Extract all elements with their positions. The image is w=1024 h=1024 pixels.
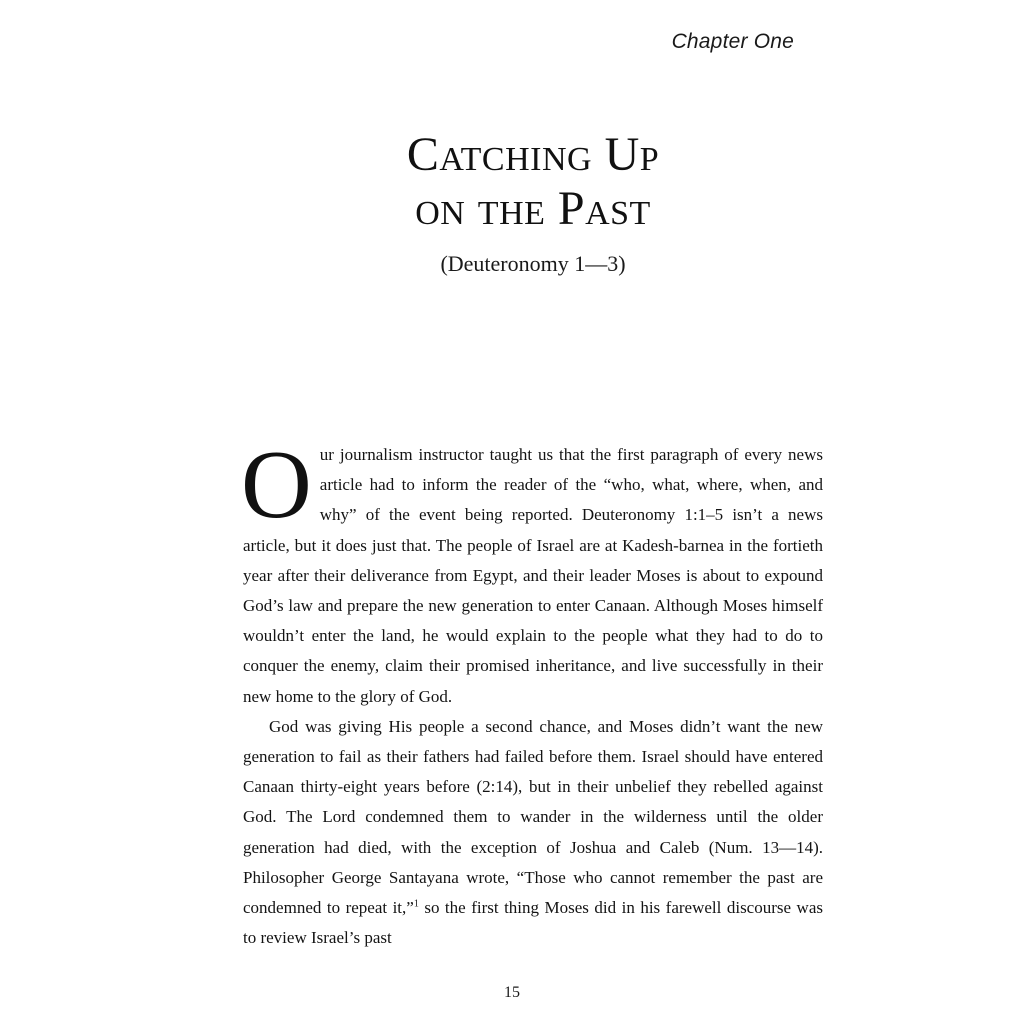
body-text	[241, 431, 823, 953]
chapter-title-line-1: Catching Up	[406, 128, 660, 181]
paragraph-2-text-continued: so the first thing Moses did in his farewell discourse was to review Israel’s past	[243, 898, 823, 948]
paragraph-2	[243, 712, 823, 954]
chapter-title-block	[243, 128, 823, 278]
page-number: 15	[504, 984, 520, 1001]
chapter-label: Chapter One	[671, 30, 794, 53]
paragraph-1-text: ur journalism instructor taught us that the first paragraph of every news article had to inform the reader of the “who, what, where, when, and why” of the event being reported. Deuteronomy 1:1–5 isn’t a news article, but it does just that. The people of Israel are at Kadesh-barnea in the fortieth year after their deliverance from Egypt, and their leader Moses is about to expound God’s law and prepare the new generation to enter Canaan. Although Moses himself wouldn’t enter the land, he would explain to the people what they had to do to conquer the enemy, claim their promised inheritance, and live successfully in their new home to the glory of God.	[243, 445, 823, 706]
paragraph-1	[241, 431, 823, 712]
chapter-subtitle: (Deuteronomy 1—3)	[440, 251, 626, 276]
footnote-marker: 1	[413, 898, 419, 910]
paragraph-2-text: God was giving His people a second chance, and Moses didn’t want the new generation to fail as their fathers had failed before them. Israel should have entered Canaan thirty-eight years before (2:14), but in their unbelief they rebelled against God. The Lord condemned them to wander in the wilderness until the older generation had died, with the exception of Joshua and Caleb (Num. 13—14). Philosopher George Santayana wrote, “Those who cannot remember the past are condemned to repeat it,”	[243, 716, 823, 918]
chapter-title-line-2: on the Past	[415, 182, 651, 235]
drop-cap: O	[241, 431, 312, 539]
